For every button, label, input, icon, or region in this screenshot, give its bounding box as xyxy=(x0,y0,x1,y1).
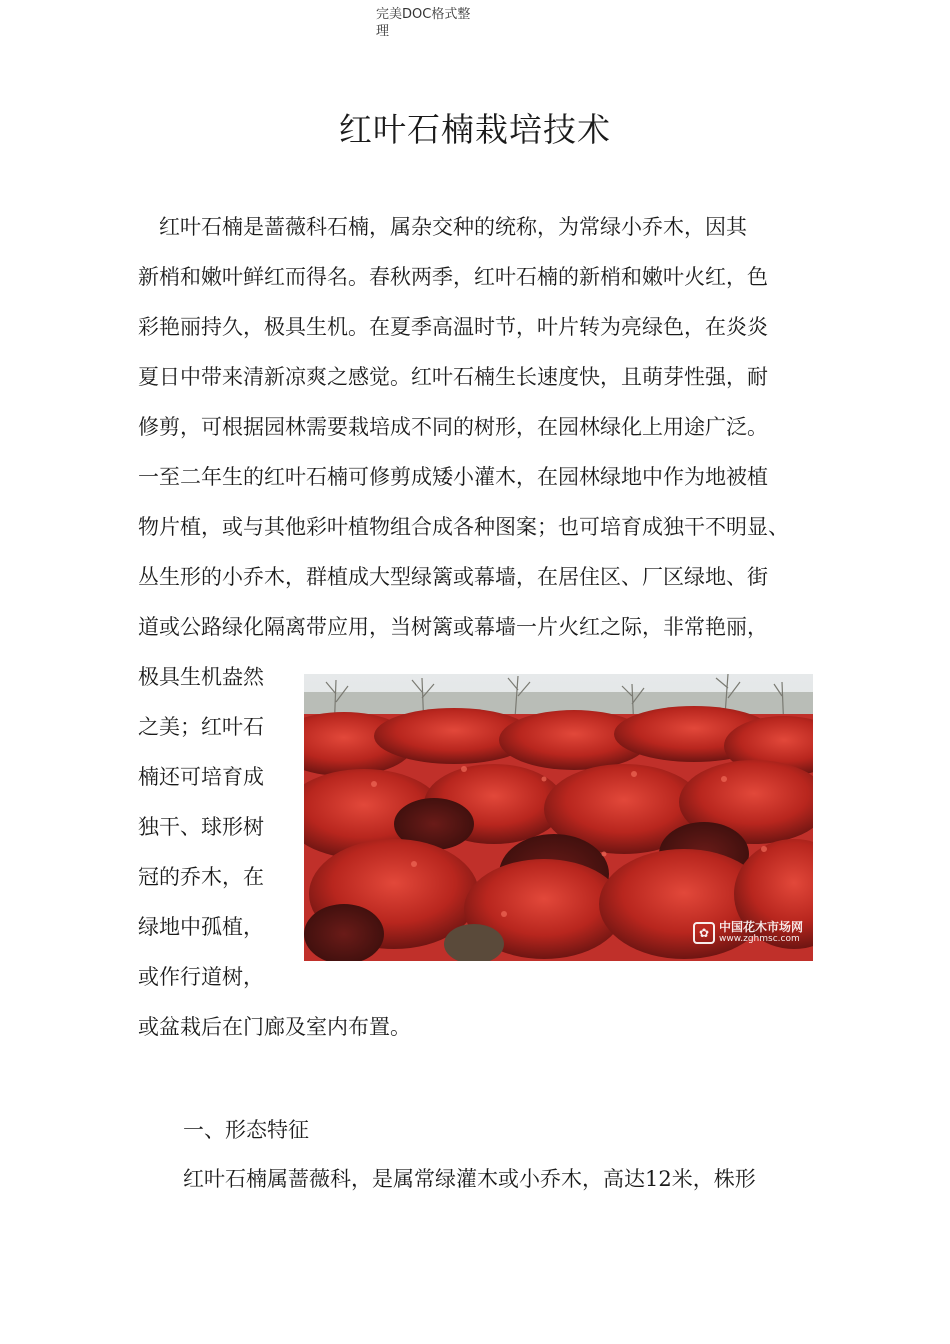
paragraph-line: 一至二年生的红叶石楠可修剪成矮小灌木，在园林绿地中作为地被植 xyxy=(138,465,768,489)
paragraph-line: 绿地中孤植， xyxy=(138,915,264,939)
paragraph-line: 极具生机盎然 xyxy=(138,665,264,689)
paragraph-line: 楠还可培育成 xyxy=(138,765,264,789)
paragraph-line: 新梢和嫩叶鲜红而得名。春秋两季，红叶石楠的新梢和嫩叶火红，色 xyxy=(138,265,768,289)
watermark-url: www.zghmsc.com xyxy=(718,934,800,944)
paragraph-line: 红叶石楠属蔷薇科，是属常绿灌木或小乔木，高达12米，株形 xyxy=(183,1167,756,1191)
paragraph-line: 独干、球形树 xyxy=(138,815,264,839)
document-title: 红叶石楠栽培技术 xyxy=(339,110,611,149)
paragraph-line: 红叶石楠是蔷薇科石楠，属杂交种的统称，为常绿小乔木，因其 xyxy=(138,215,747,239)
header-note-line: 完美DOC格式整 xyxy=(376,7,471,22)
paragraph-line: 丛生形的小乔木，群植成大型绿篱或幕墙，在居住区、厂区绿地、街 xyxy=(138,565,768,589)
paragraph-line: 物片植，或与其他彩叶植物组合成各种图案；也可培育成独干不明显、 xyxy=(138,515,789,539)
section-heading: 一、形态特征 xyxy=(183,1118,309,1142)
paragraph-line: 道或公路绿化隔离带应用，当树篱或幕墙一片火红之际，非常艳丽， xyxy=(138,615,768,639)
paragraph-line: 修剪，可根据园林需要栽培成不同的树形，在园林绿化上用途广泛。 xyxy=(138,415,768,439)
watermark-name: 中国花木市场网 xyxy=(718,920,803,934)
paragraph-line: 或作行道树， xyxy=(138,965,264,989)
leaf-logo-icon: ✿ xyxy=(693,922,715,944)
photo-watermark xyxy=(693,921,803,945)
header-note-line: 理 xyxy=(376,24,390,39)
paragraph-line: 彩艳丽持久，极具生机。在夏季高温时节，叶片转为亮绿色，在炎炎 xyxy=(138,315,768,339)
paragraph-line: 之美；红叶石 xyxy=(138,715,264,739)
paragraph-line: 冠的乔木，在 xyxy=(138,865,264,889)
paragraph-line: 夏日中带来清新凉爽之感觉。红叶石楠生长速度快，且萌芽性强，耐 xyxy=(138,365,768,389)
paragraph-line: 或盆栽后在门廊及室内布置。 xyxy=(138,1015,411,1039)
header-note xyxy=(376,6,470,40)
red-photinia-photo xyxy=(304,674,813,961)
